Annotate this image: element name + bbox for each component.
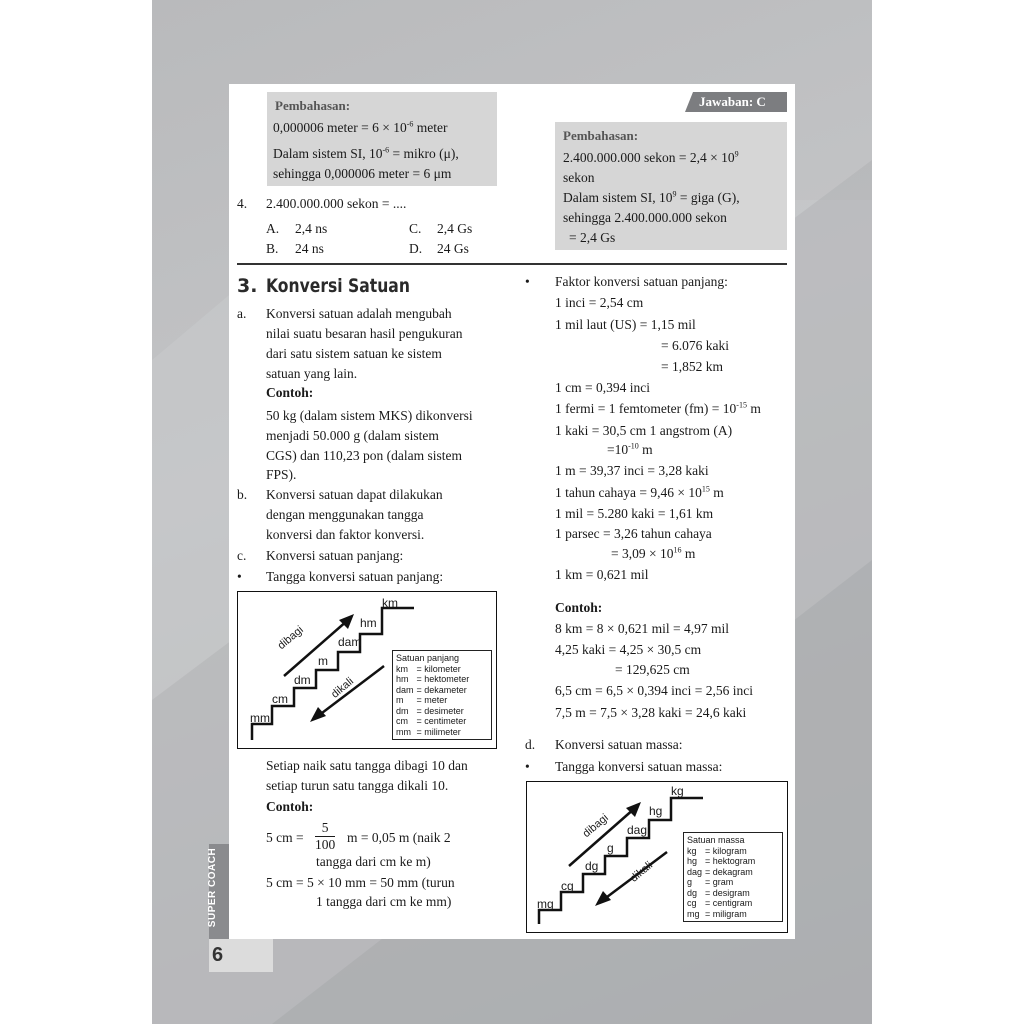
paragraph-line: Faktor konversi satuan panjang: — [555, 274, 728, 289]
example-line: 7,5 m = 7,5 × 3,28 kaki = 24,6 kaki — [555, 705, 747, 720]
explanation-line: sehingga 2.400.000.000 sekon — [563, 210, 727, 225]
factor-line: 1 mil laut (US) = 1,15 mil — [555, 317, 696, 332]
paragraph-line: dari satu sistem satuan ke sistem — [266, 346, 442, 361]
paragraph-line: Tangga konversi satuan massa: — [555, 759, 723, 774]
length-staircase-diagram — [237, 591, 497, 749]
option-value: 24 ns — [295, 241, 324, 256]
step-label: mg — [537, 897, 554, 911]
mass-staircase-diagram — [526, 781, 788, 933]
explanation-line: sekon — [563, 170, 595, 185]
page-number: 6 — [212, 944, 224, 966]
paragraph-line: menjadi 50.000 g (dalam sistem — [266, 428, 439, 443]
book-page — [229, 84, 795, 939]
step-label: dag — [627, 823, 648, 837]
option-value: 24 Gs — [437, 241, 469, 256]
section-number: 3. — [237, 275, 258, 297]
legend-table: kg = kilogram hg = hektogram dag = dekagram g = gram dg = desigram cg = centigram mg = miligram — [687, 845, 756, 919]
item-key: c. — [237, 548, 247, 563]
step-label: cm — [272, 692, 288, 706]
factor-line: $=10^{-10}$ m — [607, 441, 653, 457]
step-label: km — [382, 596, 398, 610]
explanation-line: 2.400.000.000 sekon = $2,4 \times 10^9$ — [563, 149, 739, 165]
fraction: $\frac{5}{100}$ — [315, 820, 336, 852]
factor-line: = $3,09 \times 10^{16}$ m — [611, 545, 696, 561]
item-key: b. — [237, 487, 248, 502]
paragraph-line: 50 kg (dalam sistem MKS) dikonversi — [266, 408, 473, 423]
legend-table: km = kilometer hm = hektometer dam = dekameter m = meter dm = desimeter cm = centimeter mm = milimeter — [396, 663, 470, 737]
legend-title: Satuan panjang — [396, 653, 460, 663]
legend-title: Satuan massa — [687, 835, 745, 845]
example-heading: Contoh: — [266, 799, 314, 814]
example-heading: Contoh: — [266, 385, 314, 400]
step-label: kg — [671, 784, 684, 798]
bullet: • — [237, 569, 242, 584]
example-line: tangga dari cm ke m) — [316, 854, 431, 869]
bullet: • — [525, 759, 530, 774]
paragraph-line: nilai suatu besaran hasil pengukuran — [266, 326, 463, 341]
paragraph-line: Konversi satuan panjang: — [266, 548, 404, 563]
factor-line: 1 m = 39,37 inci = 3,28 kaki — [555, 463, 709, 478]
factor-line: = 6.076 kaki — [661, 338, 729, 353]
paragraph-line: setiap turun satu tangga dikali 10. — [266, 778, 449, 793]
section-title: Konversi Satuan — [266, 275, 410, 297]
question-number: 4. — [237, 196, 248, 211]
factor-line: 1 km = 0,621 mil — [555, 567, 649, 582]
section-divider — [237, 263, 787, 265]
side-tag — [209, 844, 229, 939]
explanation-title: Pembahasan: — [563, 128, 639, 143]
example-line: 5 cm = — [266, 830, 304, 845]
paragraph-line: Setiap naik satu tangga dibagi 10 dan — [266, 758, 468, 773]
question-text: 2.400.000.000 sekon = .... — [266, 196, 407, 211]
bullet: • — [525, 274, 530, 289]
step-label: dm — [294, 673, 311, 687]
step-label: m — [318, 654, 328, 668]
explanation-title: Pembahasan: — [275, 98, 351, 113]
up-label: dibagi — [580, 811, 611, 841]
item-key: d. — [525, 737, 536, 752]
paragraph-line: Konversi satuan massa: — [555, 737, 683, 752]
step-label: hg — [649, 804, 663, 818]
step-label: cg — [561, 879, 574, 893]
example-heading: Contoh: — [555, 600, 603, 615]
option-key: D. — [409, 241, 423, 256]
option-key: C. — [409, 221, 422, 236]
step-label: mm — [250, 711, 270, 725]
item-key: a. — [237, 306, 247, 321]
paragraph-line: FPS). — [266, 467, 297, 482]
option-key: B. — [266, 241, 279, 256]
example-line: m = 0,05 m (naik 2 — [347, 830, 451, 845]
explanation-line: Dalam sistem SI, $10^9$ = giga (G), — [563, 189, 740, 205]
step-label: dam — [338, 635, 362, 649]
step-label: hm — [360, 616, 377, 630]
example-line: = 129,625 cm — [615, 662, 690, 677]
example-line: 5 cm = 5 × 10 mm = 50 mm (turun — [266, 875, 455, 890]
explanation-line: sehingga 0,000006 meter = 6 μm — [273, 166, 452, 181]
factor-line: = 1,852 km — [661, 359, 723, 374]
example-line: 4,25 kaki = 4,25 × 30,5 cm — [555, 642, 702, 657]
up-label: dibagi — [275, 623, 306, 653]
explanation-line: = 2,4 Gs — [569, 230, 616, 245]
page-number-box — [209, 939, 273, 972]
factor-line: 1 parsec = 3,26 tahun cahaya — [555, 526, 712, 541]
down-label: dikali — [628, 859, 656, 885]
option-value: 2,4 ns — [295, 221, 328, 236]
explanation-box-left — [267, 92, 497, 186]
side-tag-text: SUPER COACH — [207, 847, 219, 928]
paragraph-line: dengan menggunakan tangga — [266, 507, 424, 522]
explanation-box-right — [555, 122, 787, 250]
length-legend — [392, 650, 492, 740]
down-label: dikali — [329, 675, 357, 701]
factor-line: 1 cm = 0,394 inci — [555, 380, 650, 395]
example-line: 8 km = 8 × 0,621 mil = 4,97 mil — [555, 621, 729, 636]
explanation-line: Dalam sistem SI, $10^{-6}$ = mikro (μ), — [273, 145, 459, 161]
factor-line: 1 kaki = 30,5 cm 1 angstrom (A) — [555, 423, 733, 438]
paragraph-line: satuan yang lain. — [266, 366, 358, 381]
factor-line: 1 tahun cahaya = $9,46 \times 10^{15}$ m — [555, 484, 724, 500]
factor-line: 1 mil = 5.280 kaki = 1,61 km — [555, 506, 714, 521]
mass-legend — [683, 832, 783, 922]
option-key: A. — [266, 221, 280, 236]
answer-tag: Jawaban: C — [699, 94, 766, 109]
factor-line: 1 inci = 2,54 cm — [555, 295, 644, 310]
factor-line: 1 fermi = 1 femtometer $(fm) = 10^{-15}$ m — [555, 400, 761, 416]
option-value: 2,4 Gs — [437, 221, 473, 236]
example-line: 6,5 cm = 6,5 × 0,394 inci = 2,56 inci — [555, 683, 753, 698]
step-label: dg — [585, 859, 599, 873]
paragraph-line: CGS) dan 110,23 pon (dalam sistem — [266, 448, 462, 463]
paragraph-line: Konversi satuan dapat dilakukan — [266, 487, 443, 502]
paragraph-line: Tangga konversi satuan panjang: — [266, 569, 444, 584]
paragraph-line: konversi dan faktor konversi. — [266, 527, 425, 542]
step-label: g — [607, 841, 614, 855]
paragraph-line: Konversi satuan adalah mengubah — [266, 306, 452, 321]
explanation-line: 0,000006 meter = $6 \times 10^{-6}$ meter — [273, 119, 448, 135]
example-line: 1 tangga dari cm ke mm) — [316, 894, 452, 909]
